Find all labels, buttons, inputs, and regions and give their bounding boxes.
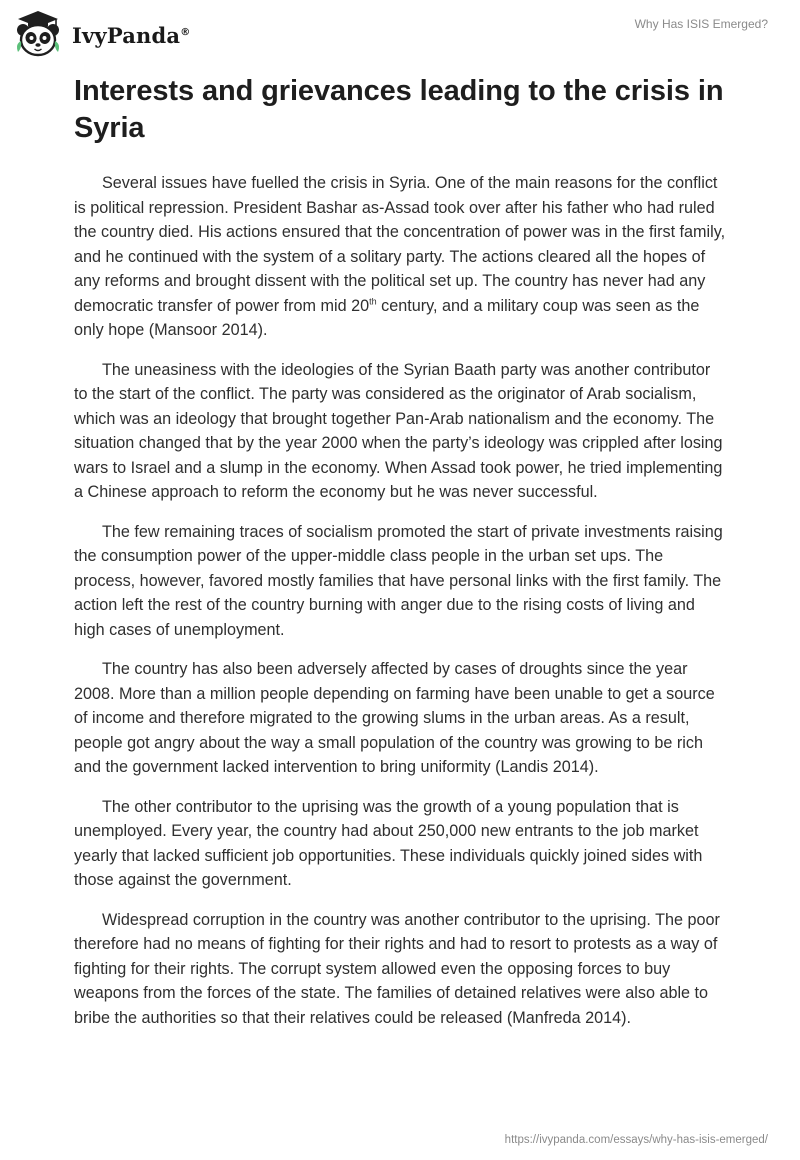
panda-graduate-icon — [12, 8, 64, 60]
paragraph-5: The other contributor to the uprising was the growth of a young population that is unemployed. Every year, the country had about 250,000 new entrants to the job market yearly that lacked sufficient job opportunities. These individuals quickly joined sides with those against the government. — [74, 797, 703, 889]
brand-registered-mark: ® — [180, 26, 191, 38]
article-title: Interests and grievances leading to the crisis in Syria — [74, 75, 724, 144]
paragraph-1 — [74, 171, 726, 343]
paragraph-2: The uneasiness with the ideologies of the Syrian Baath party was another contributor to the start of the conflict. The party was considered as the originator of Arab socialism, which was an ideology that brought together Pan-Arab nationalism and the economy. The situation changed that by the year 2000 when the party’s ideology was crippled after losing wars to Israel and a slump in the economy. When Assad took power, he tried implementing a Chinese approach to reform the economy but he was never successful. — [74, 360, 723, 501]
paragraph-1-text-end: century, and a military coup was seen as the only hope (Mansoor 2014). — [74, 296, 700, 339]
paragraph-3: The few remaining traces of socialism promoted the start of private investments raising the consumption power of the upper-middle class people in the urban set ups. The process, however, favored mostly families that have personal links with the first family. The action left the rest of the country burning with anger due to the rising costs of living and high cases of unemployment. — [74, 522, 723, 639]
running-title: Why Has ISIS Emerged? — [634, 17, 768, 31]
paragraph-1-text: Several issues have fuelled the crisis in Syria. One of the main reasons for the conflict is political repression. President Bashar as-Assad took over after his father who had ruled the country died. His actions ensured that the concentration of power was in the first family, and he continued with the system of a solitary party. The actions cleared all the hopes of any reforms and brought dissent with the political set up. The country has never had any democratic transfer of power from mid 20 — [74, 174, 726, 315]
article-paragraphs — [74, 171, 726, 1030]
article-body — [74, 73, 726, 1045]
superscript-th: th — [369, 296, 377, 307]
brand-name: IvyPanda® — [72, 22, 191, 48]
paragraph-4: The country has also been adversely affected by cases of droughts since the year 2008. More than a million people depending on farming have been unable to get a source of income and therefore migrated to the growing slums in the urban areas. As a result, people got angry about the way a small population of the country was growing to be rich and the government lacked intervention to bring uniformity (Landis 2014). — [74, 660, 715, 776]
paragraph-6: Widespread corruption in the country was another contributor to the uprising. The poor therefore had no means of fighting for their rights and had to resort to protests as a way of fighting for their rights. The corrupt system allowed even the opposing forces to buy weapons from the forces of the state. The families of detained relatives were also able to bribe the authorities so that their relatives could be released (Manfreda 2014). — [74, 910, 720, 1027]
page-header — [0, 0, 800, 70]
brand-logo[interactable] — [12, 8, 190, 60]
source-url-link[interactable]: https://ivypanda.com/essays/why-has-isis-emerged/ — [504, 1134, 768, 1146]
